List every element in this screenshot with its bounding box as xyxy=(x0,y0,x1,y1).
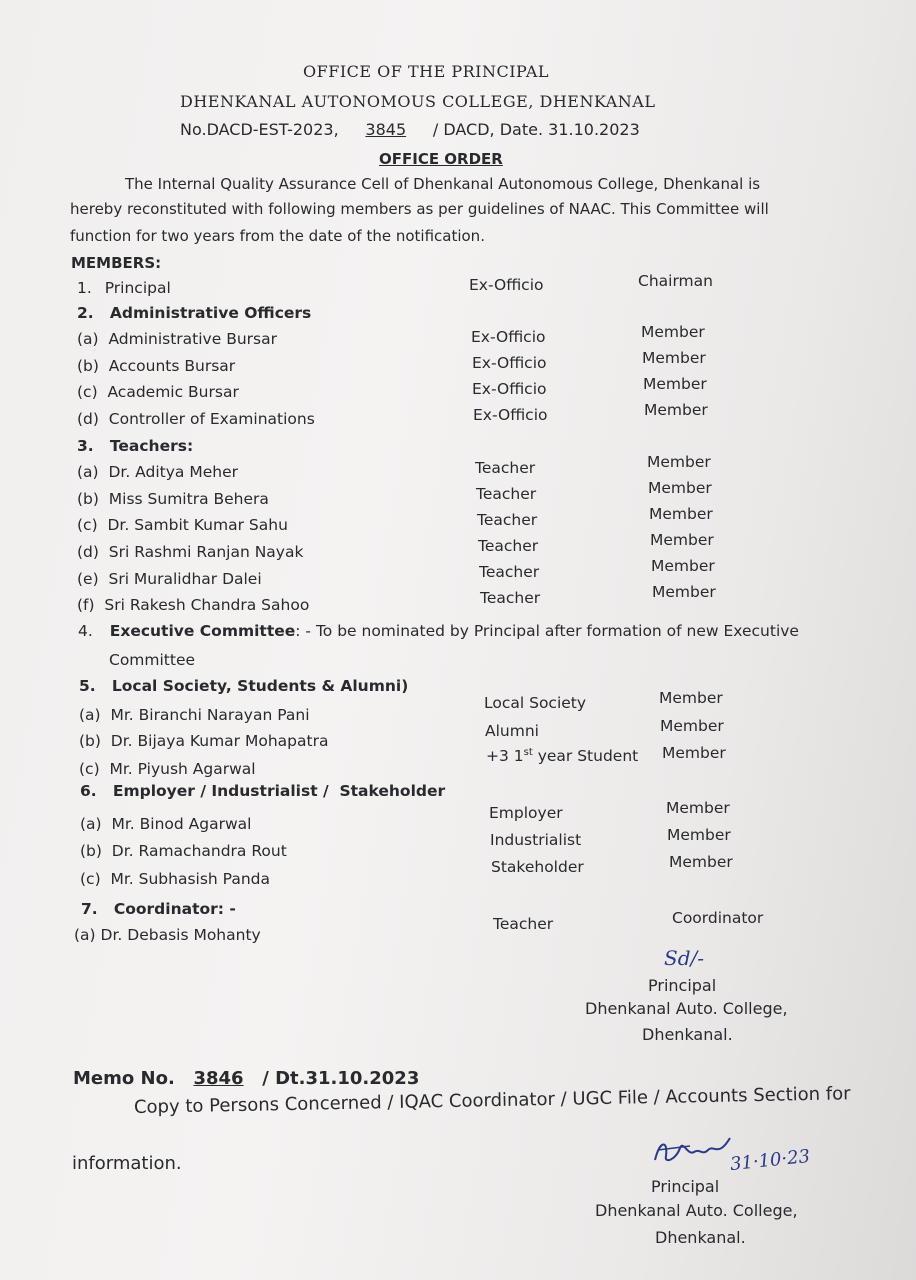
local-member-label: (a) Mr. Biranchi Narayan Pani xyxy=(79,706,310,724)
teacher-label: (a) Dr. Aditya Meher xyxy=(77,463,238,481)
principal-number: 1. xyxy=(77,279,92,297)
admin-label: (d) Controller of Examinations xyxy=(77,410,315,428)
employer-heading: 6. Employer / Industrialist / Stakeholder xyxy=(80,782,446,800)
signature1-place: Dhenkanal. xyxy=(642,1025,733,1044)
signature2-college: Dhenkanal Auto. College, xyxy=(595,1201,798,1220)
members-heading: MEMBERS: xyxy=(71,254,162,272)
teacher-position: Member xyxy=(650,531,714,549)
teacher-role: Teacher xyxy=(479,563,540,581)
coordinator-label: (a) Dr. Debasis Mohanty xyxy=(74,926,261,944)
executive-text-continued: Committee xyxy=(109,651,196,669)
admin-label: (c) Academic Bursar xyxy=(77,383,239,401)
memo-prefix: Memo No. xyxy=(73,1068,175,1089)
reference-suffix: / DACD, Date. 31.10.2023 xyxy=(432,120,640,139)
admin-position: Member xyxy=(644,401,708,419)
sd-signature-mark: Sd/- xyxy=(664,946,704,970)
signature1-college: Dhenkanal Auto. College, xyxy=(585,999,788,1018)
teacher-label: (d) Sri Rashmi Ranjan Nayak xyxy=(77,543,304,561)
handwritten-date: 31·10·23 xyxy=(729,1145,812,1176)
memo-line xyxy=(73,1068,419,1089)
teacher-position: Member xyxy=(651,557,715,575)
reference-line xyxy=(180,120,640,139)
local-member-label: (b) Dr. Bijaya Kumar Mohapatra xyxy=(79,732,329,750)
employer-label: (b) Dr. Ramachandra Rout xyxy=(80,842,287,860)
teacher-position: Member xyxy=(647,453,711,471)
teacher-position: Member xyxy=(652,583,716,601)
admin-heading: 2. Administrative Officers xyxy=(77,304,312,322)
principal-role: Ex-Officio xyxy=(469,276,544,294)
copy-to-line-end: information. xyxy=(72,1153,182,1174)
memo-date: / Dt.31.10.2023 xyxy=(262,1068,420,1089)
memo-number: 3846 xyxy=(193,1068,244,1089)
principal-position: Chairman xyxy=(638,272,713,290)
employer-role: Industrialist xyxy=(490,831,582,849)
local-member-role: Alumni xyxy=(485,722,539,740)
coordinator-heading: 7. Coordinator: - xyxy=(81,900,236,918)
employer-position: Member xyxy=(669,853,733,871)
employer-position: Member xyxy=(666,799,730,817)
intro-line-3: function for two years from the date of the notification. xyxy=(70,227,485,245)
principal-name: Principal xyxy=(104,279,171,297)
local-member-position: Member xyxy=(660,717,724,735)
coordinator-role: Teacher xyxy=(493,915,554,933)
employer-position: Member xyxy=(667,826,731,844)
admin-label: (b) Accounts Bursar xyxy=(77,357,236,375)
teacher-role: Teacher xyxy=(476,485,537,503)
office-heading: OFFICE OF THE PRINCIPAL xyxy=(303,62,550,81)
intro-line-2: hereby reconstituted with following members as per guidelines of NAAC. This Committee will xyxy=(70,200,769,218)
teacher-role: Teacher xyxy=(477,511,538,529)
signature1-title: Principal xyxy=(648,976,717,995)
teacher-label: (b) Miss Sumitra Behera xyxy=(77,490,269,508)
reference-number: 3845 xyxy=(365,120,407,139)
teacher-role: Teacher xyxy=(478,537,539,555)
admin-position: Member xyxy=(643,375,707,393)
teacher-position: Member xyxy=(648,479,712,497)
admin-role: Ex-Officio xyxy=(473,406,548,424)
intro-line-1: The Internal Quality Assurance Cell of Dhenkanal Autonomous College, Dhenkanal is xyxy=(125,175,761,193)
reference-prefix: No.DACD-EST-2023, xyxy=(180,120,339,139)
college-name: DHENKANAL AUTONOMOUS COLLEGE, DHENKANAL xyxy=(180,92,656,111)
role-suffix: year Student xyxy=(532,747,639,766)
local-member-role: Local Society xyxy=(484,694,587,712)
teacher-role: Teacher xyxy=(475,459,536,477)
executive-heading: Executive Committee xyxy=(109,622,296,640)
local-member-role xyxy=(486,747,638,765)
employer-role: Stakeholder xyxy=(491,858,584,876)
copy-to-line: Copy to Persons Concerned / IQAC Coordinator / UGC File / Accounts Section for xyxy=(133,1083,851,1118)
admin-role: Ex-Officio xyxy=(472,380,547,398)
employer-label: (a) Mr. Binod Agarwal xyxy=(80,815,252,833)
coordinator-position: Coordinator xyxy=(672,909,764,927)
teacher-label: (c) Dr. Sambit Kumar Sahu xyxy=(77,516,288,534)
teacher-label: (f) Sri Rakesh Chandra Sahoo xyxy=(77,596,310,614)
employer-role: Employer xyxy=(489,804,563,822)
teachers-heading: 3. Teachers: xyxy=(77,437,194,455)
admin-role: Ex-Officio xyxy=(471,328,546,346)
role-prefix: +3 1 xyxy=(486,747,524,766)
executive-number: 4. xyxy=(78,622,93,640)
order-title: OFFICE ORDER xyxy=(379,150,503,168)
admin-role: Ex-Officio xyxy=(472,354,547,372)
teacher-position: Member xyxy=(649,505,713,523)
signature2-place: Dhenkanal. xyxy=(655,1228,746,1247)
local-member-position: Member xyxy=(662,744,726,762)
teacher-role: Teacher xyxy=(480,589,541,607)
local-society-heading: 5. Local Society, Students & Alumni) xyxy=(79,677,409,695)
admin-label: (a) Administrative Bursar xyxy=(77,330,277,348)
role-superscript: st xyxy=(523,747,533,758)
local-member-label: (c) Mr. Piyush Agarwal xyxy=(79,760,256,778)
admin-position: Member xyxy=(642,349,706,367)
executive-committee-row xyxy=(78,622,799,640)
employer-label: (c) Mr. Subhasish Panda xyxy=(80,870,270,888)
signature2-title: Principal xyxy=(651,1177,720,1196)
executive-text: : - To be nominated by Principal after formation of new Executive xyxy=(295,622,799,640)
handwritten-signature xyxy=(650,1130,740,1170)
local-member-position: Member xyxy=(659,689,723,707)
teacher-label: (e) Sri Muralidhar Dalei xyxy=(77,570,262,588)
admin-position: Member xyxy=(641,323,705,341)
principal-row xyxy=(77,279,171,297)
